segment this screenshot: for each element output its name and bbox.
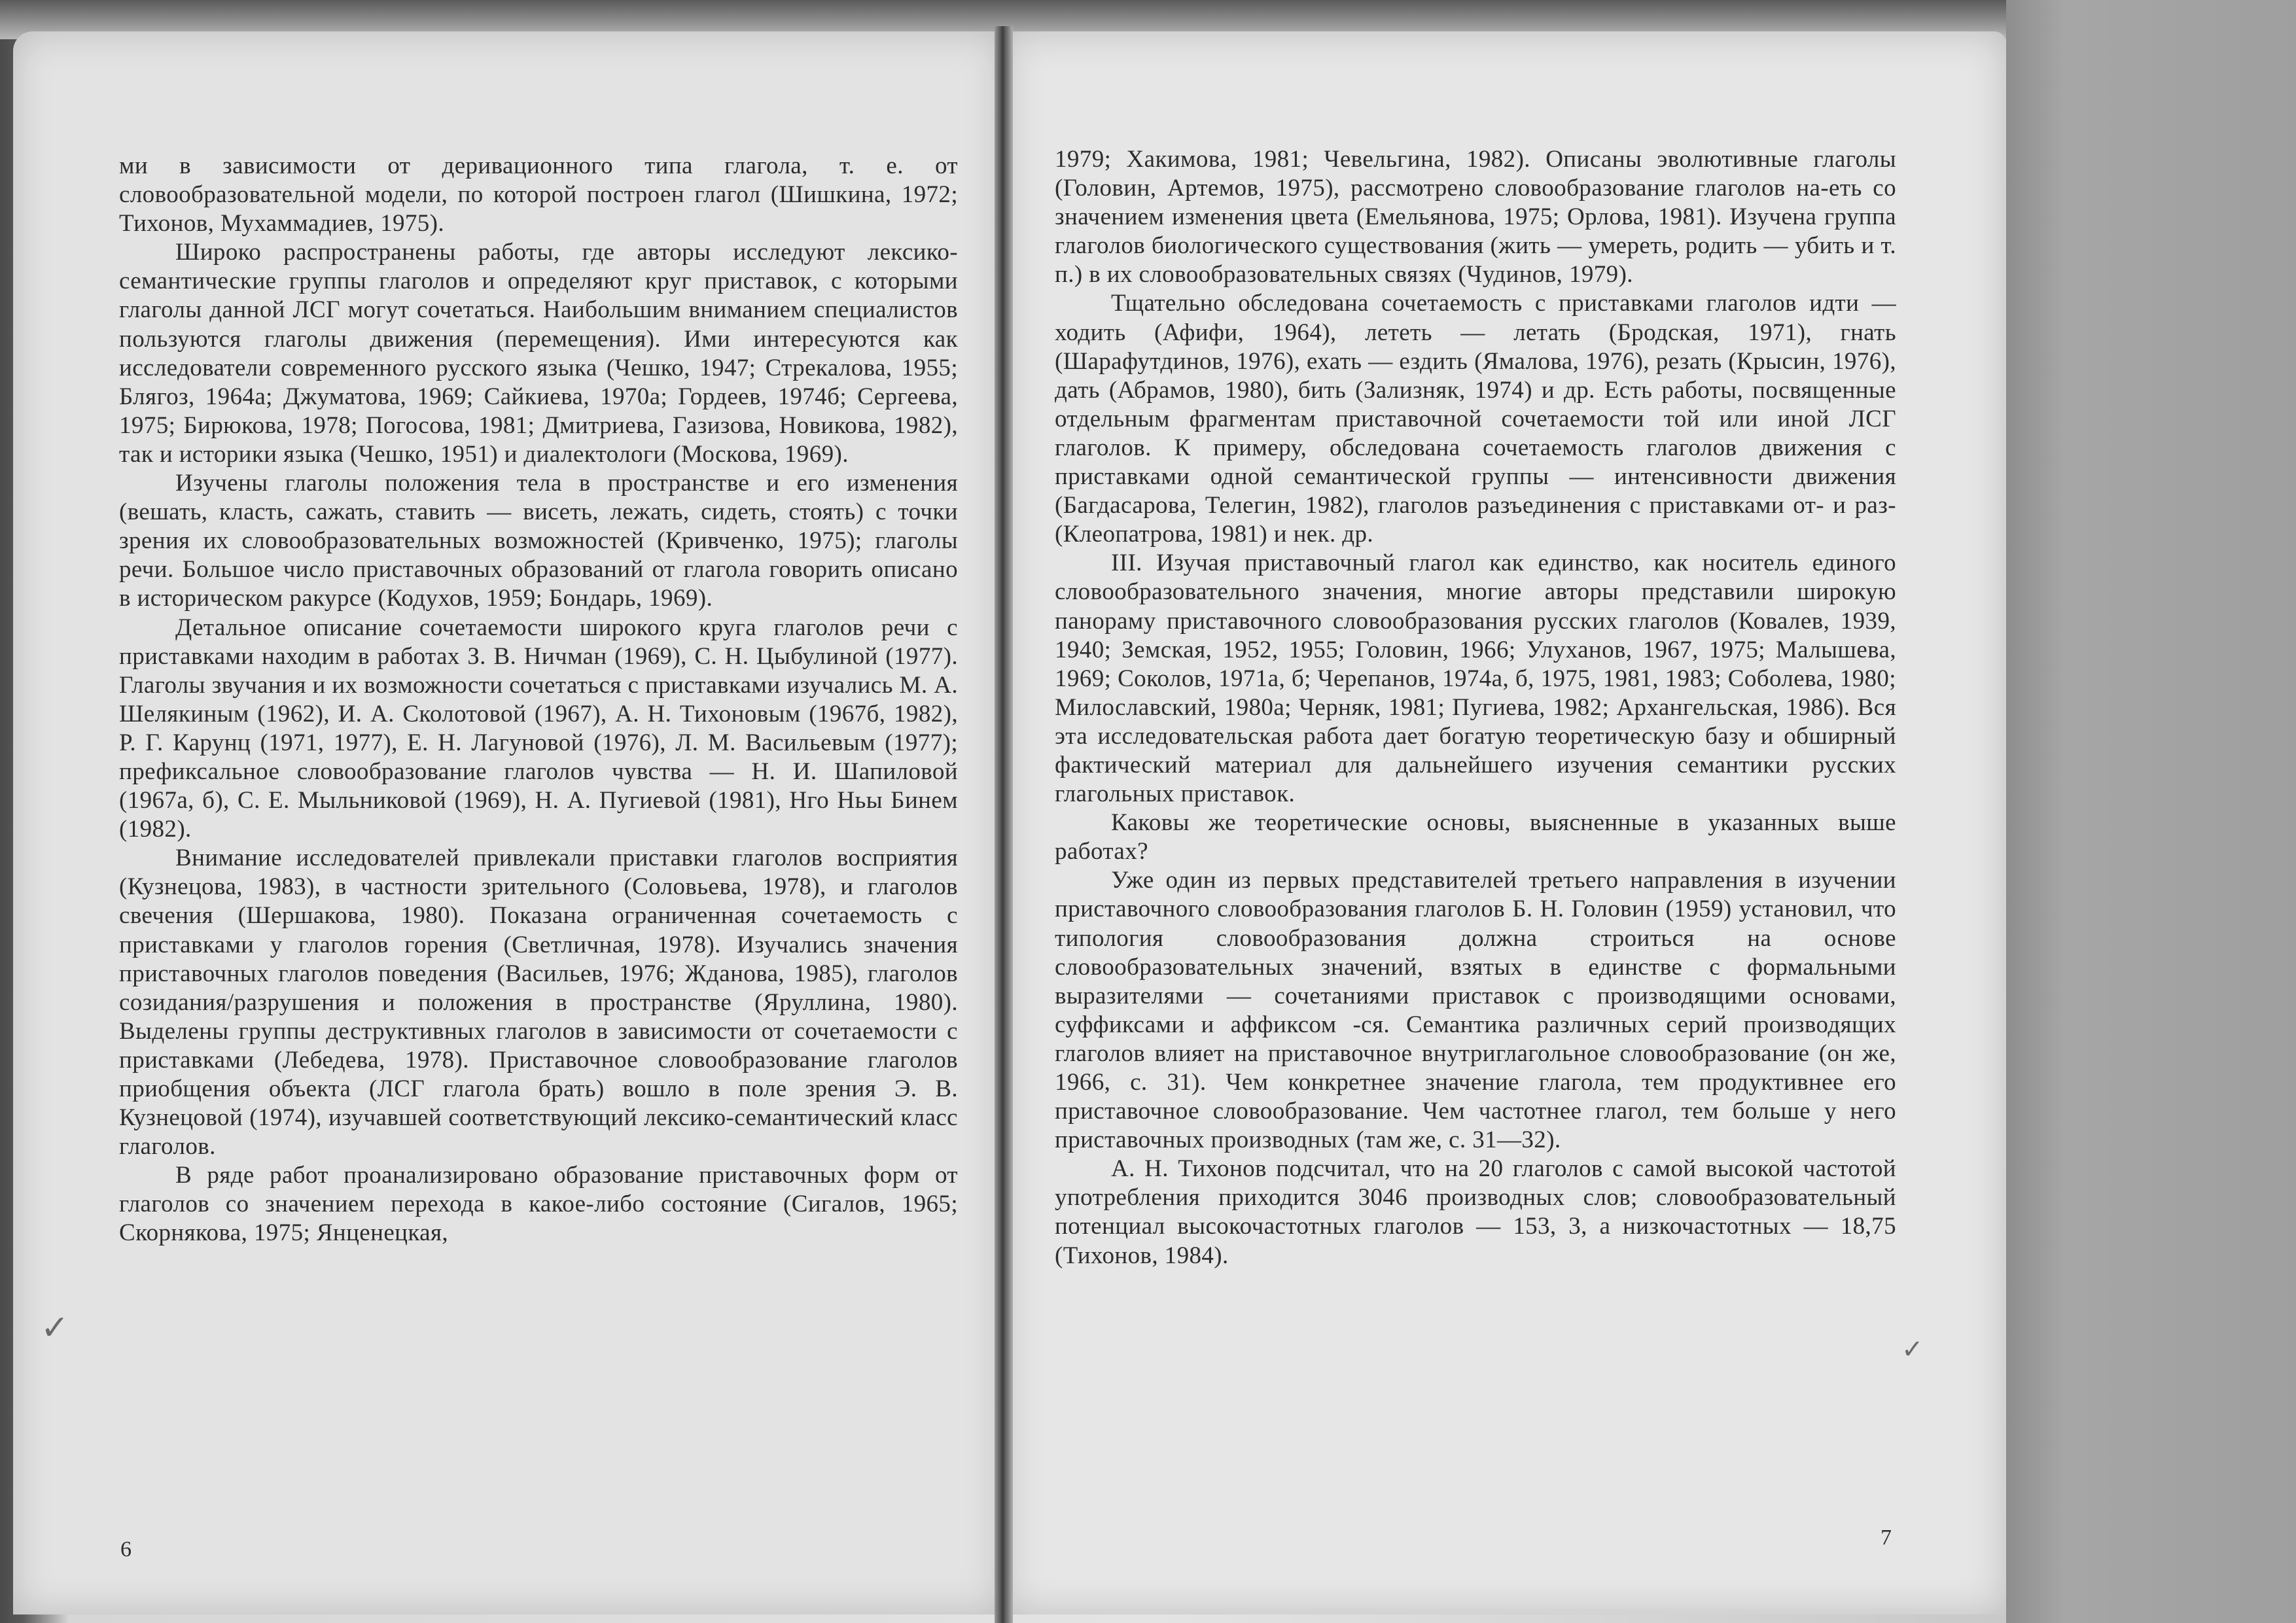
paragraph: Каковы же теоретические основы, выясненные в указанных выше работах? — [1055, 809, 1896, 865]
right-page-text — [1055, 145, 1896, 1270]
right-page-number: 7 — [1881, 1526, 1892, 1550]
scan-right-margin — [2006, 0, 2296, 1623]
paragraph: Внимание исследователей привлекали приставки глаголов восприятия (Кузнецова, 1983), в частности зрительного (Соловьева, 1978), и глаголов свечения (Шершакова, 1980). Показана ограниченная сочетаемость с приставками у глаголов горения (Светличная, 1978). Изучались значения приставочных глаголов поведения (Васильев, 1976; Жданова, 1985), глаголов созидания/разрушения и положения в пространстве (Яруллина, 1980). Выделены группы деструктивных глаголов в зависимости от сочетаемости с приставками (Лебедева, 1978). Приставочное словообразование глаголов приобщения объекта (ЛСГ глагола брать) вошло в поле зрения Э. В. Кузнецовой (1974), изучавшей соответствующий лексико-семантический класс глаголов. — [119, 845, 958, 1161]
paragraph: Изучены глаголы положения тела в пространстве и его изменения (вешать, класть, сажать, ставить — висеть, лежать, сидеть, стоять) с точки зрения их словообразовательных возможностей (Кривченко, 1975); глаголы речи. Большое число приставочных образований от глагола говорить описано в историческом ракурсе (Кодухов, 1959; Бондарь, 1969). — [119, 470, 958, 612]
paragraph: ми в зависимости от деривационного типа глагола, т. е. от словообразовательной модели, по которой построен глагол (Шишкина, 1972; Тихонов, Мухаммадиев, 1975). — [119, 152, 958, 237]
pencil-checkmark-icon: ✓ — [41, 1308, 69, 1348]
paragraph: Детальное описание сочетаемости широкого круга глаголов речи с приставками находим в работах З. В. Ничман (1969), С. Н. Цыбулиной (1977). Глаголы звучания и их возможности сочетаться с приставками изучались М. А. Шелякиным (1962), И. А. Сколотовой (1967), А. Н. Тихоновым (1967б, 1982), Р. Г. Карунц (1971, 1977), Е. Н. Лагуновой (1976), Л. М. Васильевым (1977); префиксальное словообразование глаголов чувства — Н. И. Шапиловой (1967а, б), С. Е. Мыльниковой (1969), Н. А. Пугиевой (1981), Нго Ньы Бинем (1982). — [119, 614, 958, 843]
paragraph: Тщательно обследована сочетаемость с приставками глаголов идти — ходить (Афифи, 1964), лететь — летать (Бродская, 1971), гнать (Шарафутдинов, 1976), ехать — ездить (Ямалова, 1976), резать (Крысин, 1976), дать (Абрамов, 1980), бить (Зализняк, 1974) и др. Есть работы, посвященные отдельным фрагментам приставочной сочетаемости той или иной ЛСГ глаголов. К примеру, обследована сочетаемость глаголов движения с приставками одной семантической группы — интенсивности движения (Багдасарова, Телегин, 1982), глаголов разъединения с приставками от- и раз- (Клеопатрова, 1981) и нек. др. — [1055, 290, 1896, 548]
paragraph: Широко распространены работы, где авторы исследуют лексико-семантические группы глаголов и определяют круг приставок, с которыми глаголы данной ЛСГ могут сочетаться. Наибольшим вниманием специалистов пользуются глаголы движения (перемещения). Ими интересуются как исследователи современного русского языка (Чешко, 1947; Стрекалова, 1955; Блягоз, 1964а; Джуматова, 1969; Сайкиева, 1970а; Гордеев, 1974б; Сергеева, 1975; Бирюкова, 1978; Погосова, 1981; Дмитриева, Газизова, Новикова, 1982), так и историки языка (Чешко, 1951) и диалектологи (Москова, 1969). — [119, 239, 958, 468]
paragraph: Уже один из первых представителей третьего направления в изучении приставочного словообразования глаголов Б. Н. Головин (1959) установил, что типология словообразования должна строиться на основе словообразовательных значений, взятых в единстве с формальными выразителями — сочетаниями приставок с производящими основами, суффиксами и аффиксом -ся. Семантика различных серий производящих глаголов влияет на приставочное внутриглагольное словообразование (он же, 1966, с. 31). Чем конкретнее значение глагола, тем продуктивнее его приставочное словообразование. Чем частотнее глагол, тем больше у него приставочных производных (там же, с. 31—32). — [1055, 867, 1896, 1154]
book-gutter — [995, 26, 1013, 1623]
left-page-text — [119, 152, 958, 1248]
paragraph: III. Изучая приставочный глагол как единство, как носитель единого словообразовательного значения, многие авторы представили широкую панораму приставочного словообразования русских глаголов (Ковалев, 1939, 1940; Земская, 1952, 1955; Головин, 1966; Улуханов, 1967, 1975; Малышева, 1969; Соколов, 1971а, б; Черепанов, 1974а, б, 1975, 1981, 1983; Соболева, 1980; Милославский, 1980а; Черняк, 1981; Пугиева, 1982; Архангельская, 1986). Вся эта исследовательская работа дает богатую теоретическую базу и обширный фактический материал для дальнейшего изучения семантики русских глагольных приставок. — [1055, 550, 1896, 808]
paragraph: А. Н. Тихонов подсчитал, что на 20 глаголов с самой высокой частотой употребления приходится 3046 производных слов; словообразовательный потенциал высокочастотных глаголов — 153, 3, а низкочастотных — 18,75 (Тихонов, 1984). — [1055, 1155, 1896, 1269]
paragraph: В ряде работ проанализировано образование приставочных форм от глаголов со значением перехода в какое-либо состояние (Сигалов, 1965; Скорнякова, 1975; Янценецкая, — [119, 1162, 958, 1247]
paragraph: 1979; Хакимова, 1981; Чевельгина, 1982). Описаны эволютивные глаголы (Головин, Артемов, 1975), рассмотрено словообразование глаголов на-еть со значением изменения цвета (Емельянова, 1975; Орлова, 1981). Изучена группа глаголов биологического существования (жить — умереть, родить — убить и т. п.) в их словообразовательных связях (Чудинов, 1979). — [1055, 146, 1896, 288]
left-page-number: 6 — [120, 1537, 132, 1562]
pencil-checkmark-icon: ✓ — [1901, 1335, 1924, 1365]
